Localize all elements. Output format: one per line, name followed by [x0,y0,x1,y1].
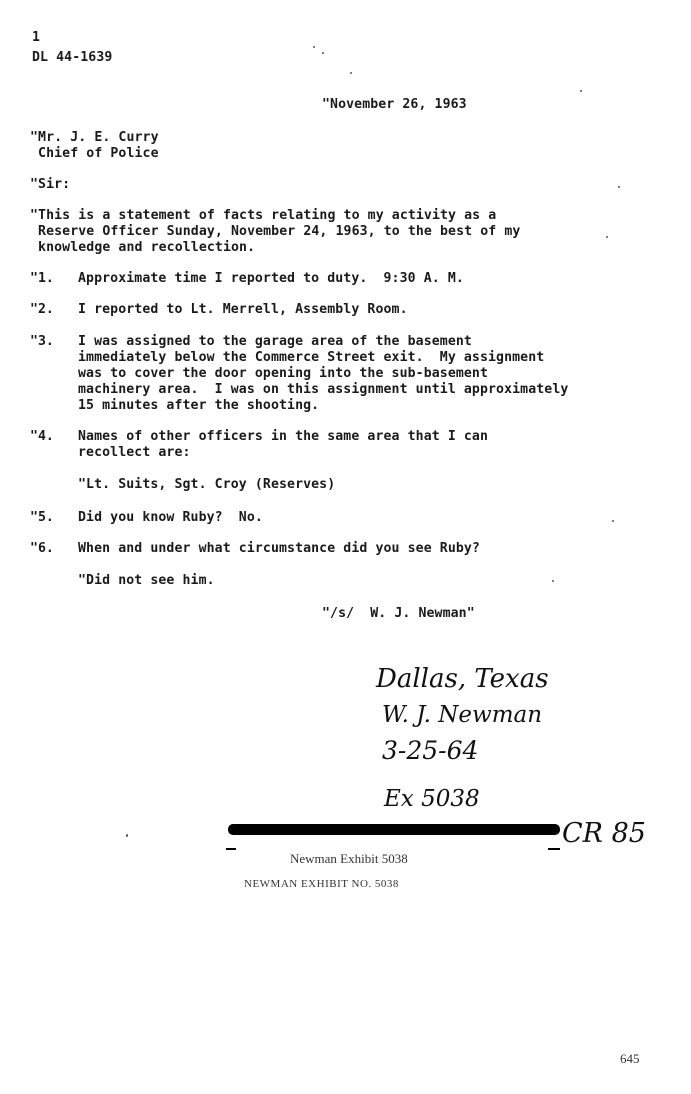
item-number: "4. [30,429,54,444]
scan-speck [552,580,554,582]
handwritten-location: Dallas, Texas [376,664,549,694]
salutation: "Sir: [30,177,71,192]
item-text: I was assigned to the garage area of the basement [78,334,472,349]
black-rule [228,824,560,835]
rule-tick [548,848,560,850]
exhibit-caption: Newman Exhibit 5038 [290,851,408,866]
item-number: "5. [30,510,54,525]
addressee-name: "Mr. J. E. Curry [30,130,159,145]
letter-date: "November 26, 1963 [322,97,467,112]
scan-speck [612,520,614,522]
intro-line: Reserve Officer Sunday, November 24, 1963, to the best of my [30,224,521,239]
item-text: Approximate time I reported to duty. 9:30 A. M. [78,271,464,286]
item-text: 15 minutes after the shooting. [78,398,320,413]
handwritten-exhibit: Ex 5038 [384,786,480,812]
handwritten-cr-note: CR 85 [562,818,646,849]
intro-line: knowledge and recollection. [30,240,256,255]
scan-speck [313,46,315,48]
item-text: I reported to Lt. Merrell, Assembly Room. [78,302,408,317]
item-text: Names of other officers in the same area that I can [78,429,489,444]
item-text: When and under what circumstance did you see Ruby? [78,541,480,556]
rule-tick [226,848,236,850]
scan-speck [618,186,620,188]
item-text: was to cover the door opening into the sub-basement [78,366,489,381]
item-number: "6. [30,541,54,556]
answer-text: "Did not see him. [78,573,215,588]
item-text: recollect are: [78,445,191,460]
scan-speck [350,72,352,74]
item-number: "1. [30,271,54,286]
item-text: immediately below the Commerce Street exit. My assignment [78,350,545,365]
scan-speck [322,52,324,54]
scan-speck [126,834,128,837]
item-number: "3. [30,334,54,349]
item-text: machinery area. I was on this assignment until approximately [78,382,569,397]
handwritten-date: 3-25-64 [382,736,479,765]
intro-line: "This is a statement of facts relating to my activity as a [30,208,497,223]
scan-speck [580,90,582,92]
handwritten-name: W. J. Newman [382,702,543,728]
page-number: 645 [620,1051,640,1066]
item-number: "2. [30,302,54,317]
officer-names: "Lt. Suits, Sgt. Croy (Reserves) [78,477,336,492]
exhibit-caption-caps: NEWMAN EXHIBIT NO. 5038 [244,878,399,890]
typed-signature: "/s/ W. J. Newman" [322,606,475,621]
file-number: DL 44-1639 [32,50,113,65]
page-number-top: 1 [32,30,41,45]
addressee-title: Chief of Police [30,146,159,161]
scan-speck [606,236,608,238]
item-text: Did you know Ruby? No. [78,510,263,525]
